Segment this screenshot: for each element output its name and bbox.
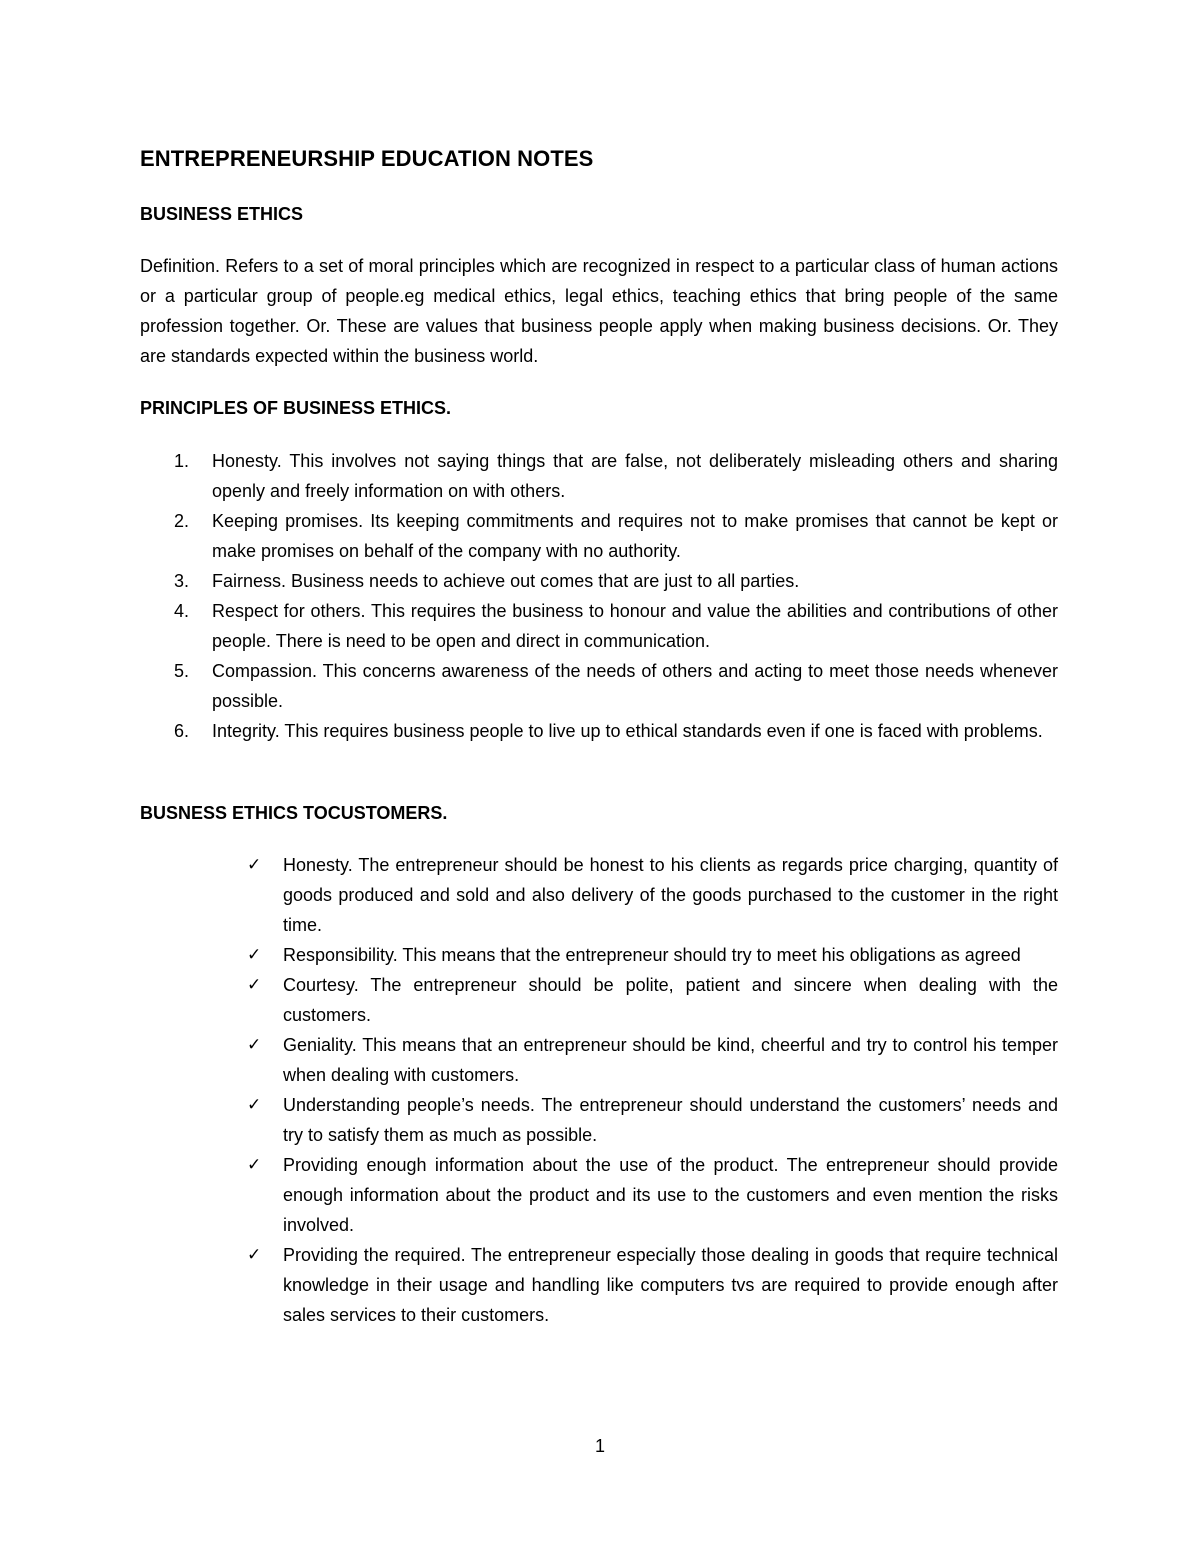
check-icon: ✓ bbox=[247, 945, 262, 964]
list-item bbox=[140, 566, 1058, 596]
check-icon: ✓ bbox=[247, 1155, 262, 1174]
page-number: 1 bbox=[594, 1436, 605, 1456]
list-item-text: Responsibility. This means that the entrepreneur should try to meet his obligations as agreed bbox=[283, 945, 1021, 965]
check-icon: ✓ bbox=[247, 975, 262, 994]
section-heading-business-ethics: BUSINESS ETHICS bbox=[140, 204, 304, 224]
list-item bbox=[140, 506, 1058, 566]
list-item-text: Keeping promises. Its keeping commitments and requires not to make promises that cannot be kept or make promises on behalf of the company with no authority. bbox=[212, 511, 1058, 561]
definition-paragraph: Definition. Refers to a set of moral principles which are recognized in respect to a particular class of human actions or a particular group of people.eg medical ethics, legal ethics, teaching ethics that bring people of the same profession together. Or. These are values that business people apply when making business decisions. Or. They are standards expected within the business world. bbox=[140, 256, 1058, 366]
list-item bbox=[140, 940, 1058, 970]
document-title: ENTREPRENEURSHIP EDUCATION NOTES bbox=[140, 146, 594, 171]
list-number: 6. bbox=[174, 721, 190, 741]
list-number: 4. bbox=[174, 601, 190, 621]
list-item-text: Compassion. This concerns awareness of the needs of others and acting to meet those needs whenever possible. bbox=[212, 661, 1058, 711]
check-icon: ✓ bbox=[247, 1035, 262, 1054]
list-item-text: Providing the required. The entrepreneur especially those dealing in goods that require technical knowledge in their usage and handling like computers tvs are required to provide enough after sales services to their customers. bbox=[283, 1245, 1058, 1325]
list-item-text: Providing enough information about the use of the product. The entrepreneur should provide enough information about the product and its use to the customers and even mention the risks involved. bbox=[283, 1155, 1058, 1235]
list-number: 5. bbox=[174, 661, 190, 681]
check-icon: ✓ bbox=[247, 1245, 262, 1264]
list-number: 1. bbox=[174, 451, 190, 471]
check-icon: ✓ bbox=[247, 855, 262, 874]
list-item bbox=[140, 1240, 1058, 1330]
list-item-text: Integrity. This requires business people to live up to ethical standards even if one is faced with problems. bbox=[212, 721, 1043, 741]
list-item bbox=[140, 656, 1058, 716]
list-item bbox=[140, 970, 1058, 1030]
list-item bbox=[140, 716, 1058, 746]
principles-list bbox=[140, 446, 1058, 746]
section-heading-principles: PRINCIPLES OF BUSINESS ETHICS. bbox=[140, 398, 452, 418]
list-item-text: Honesty. The entrepreneur should be honest to his clients as regards price charging, quantity of goods produced and sold and also delivery of the goods purchased to the customer in the right time. bbox=[283, 855, 1058, 935]
list-item-text: Fairness. Business needs to achieve out comes that are just to all parties. bbox=[212, 571, 800, 591]
section-heading-customer-ethics: BUSNESS ETHICS TOCUSTOMERS. bbox=[140, 803, 448, 823]
customer-ethics-list bbox=[140, 850, 1058, 1330]
list-item-text: Geniality. This means that an entrepreneur should be kind, cheerful and try to control his temper when dealing with customers. bbox=[283, 1035, 1058, 1085]
list-item-text: Respect for others. This requires the business to honour and value the abilities and contributions of other people. There is need to be open and direct in communication. bbox=[212, 601, 1058, 651]
list-item bbox=[140, 446, 1058, 506]
list-item bbox=[140, 850, 1058, 940]
list-item bbox=[140, 1090, 1058, 1150]
list-item-text: Honesty. This involves not saying things that are false, not deliberately misleading others and sharing openly and freely information on with others. bbox=[212, 451, 1058, 501]
check-icon: ✓ bbox=[247, 1095, 262, 1114]
list-number: 3. bbox=[174, 571, 190, 591]
list-item-text: Courtesy. The entrepreneur should be polite, patient and sincere when dealing with the customers. bbox=[283, 975, 1058, 1025]
list-item bbox=[140, 1150, 1058, 1240]
list-item-text: Understanding people’s needs. The entrepreneur should understand the customers’ needs and try to satisfy them as much as possible. bbox=[283, 1095, 1058, 1145]
list-item bbox=[140, 596, 1058, 656]
list-number: 2. bbox=[174, 511, 190, 531]
list-item bbox=[140, 1030, 1058, 1090]
